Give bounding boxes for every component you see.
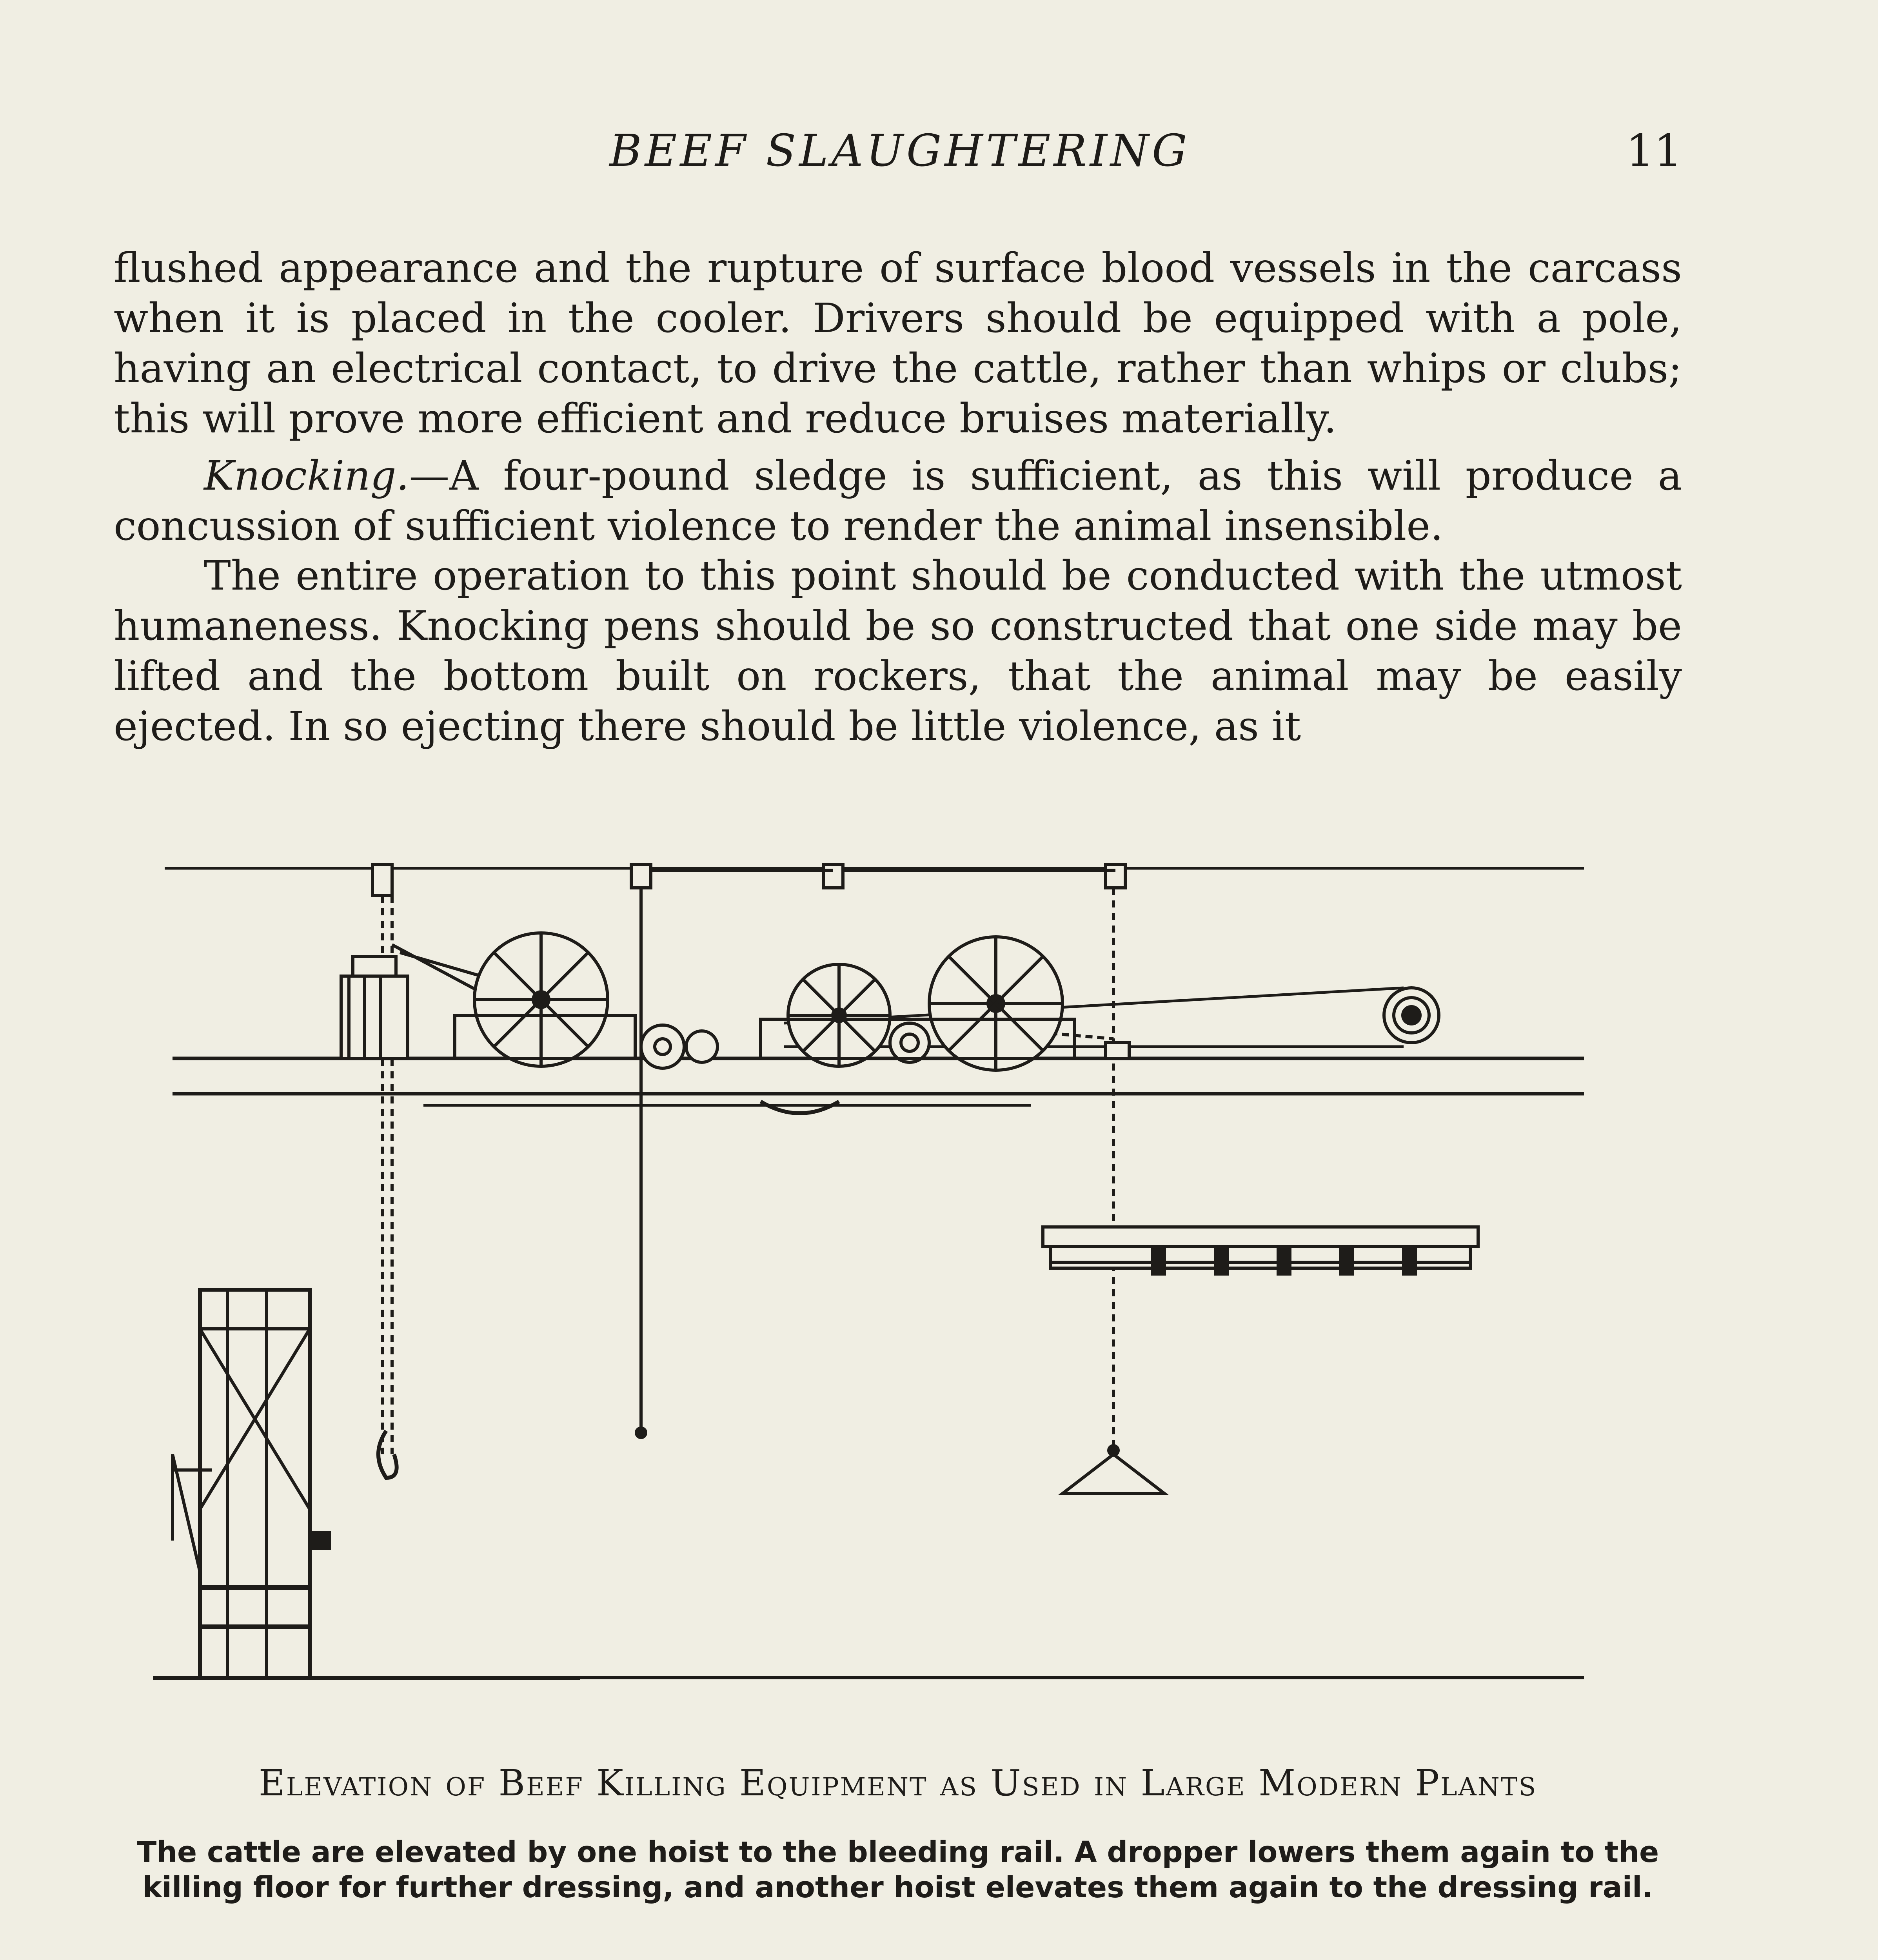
drum <box>686 1031 717 1062</box>
page-header <box>118 125 1682 184</box>
page-number: 11 <box>1626 125 1682 176</box>
pulley-block <box>372 864 392 896</box>
drum <box>641 1025 684 1068</box>
running-title: BEEF SLAUGHTERING <box>609 125 1190 176</box>
figure-caption-title: Elevation of Beef Killing Equipment as Used in Large Modern Plants <box>258 1762 1537 1804</box>
pulley-block <box>631 864 651 888</box>
figure-caption-text: The cattle are elevated by one hoist to the bleeding rail. A dropper lowers them again to the killing floor for further dressing, and another hoist elevates them again to the dressing rail. <box>136 1835 1659 1904</box>
paragraph-humaneness <box>114 551 1682 751</box>
drum <box>890 1023 929 1062</box>
pulley-block <box>823 864 843 888</box>
paragraph-knocking <box>114 451 1682 551</box>
equipment-elevation-figure <box>149 843 1647 1725</box>
hoist-housing <box>341 976 408 1058</box>
paragraph-text: The entire operation to this point should be conducted with the utmost humaneness. Knocking pens should be so constructed that one side may be lifted and the bottom built on rockers, that the animal may be easily ejected. In so ejecting there should be little violence, as it <box>114 552 1682 750</box>
pulley-block <box>1106 864 1125 888</box>
hoist-cap <box>353 956 396 976</box>
rail-arc <box>761 1102 839 1113</box>
section-lead-knocking: Knocking. <box>204 452 409 499</box>
small-housing <box>1106 1043 1129 1058</box>
dressing-rail <box>1043 1227 1478 1247</box>
paragraph-text: flushed appearance and the rupture of surface blood vessels in the carcass when it is placed in the cooler. Drivers should be equipped with a pole, having an electrical contact, to drive the cattle, rather than whips or clubs; this will prove more efficient and reduce bruises materially. <box>114 245 1682 442</box>
spreader-hook <box>1063 1454 1164 1494</box>
paragraph-text: —A four-pound sledge is sufficient, as this will produce a concussion of sufficient violence to render the animal insensible. <box>114 452 1682 550</box>
paragraph-continued <box>114 243 1682 444</box>
